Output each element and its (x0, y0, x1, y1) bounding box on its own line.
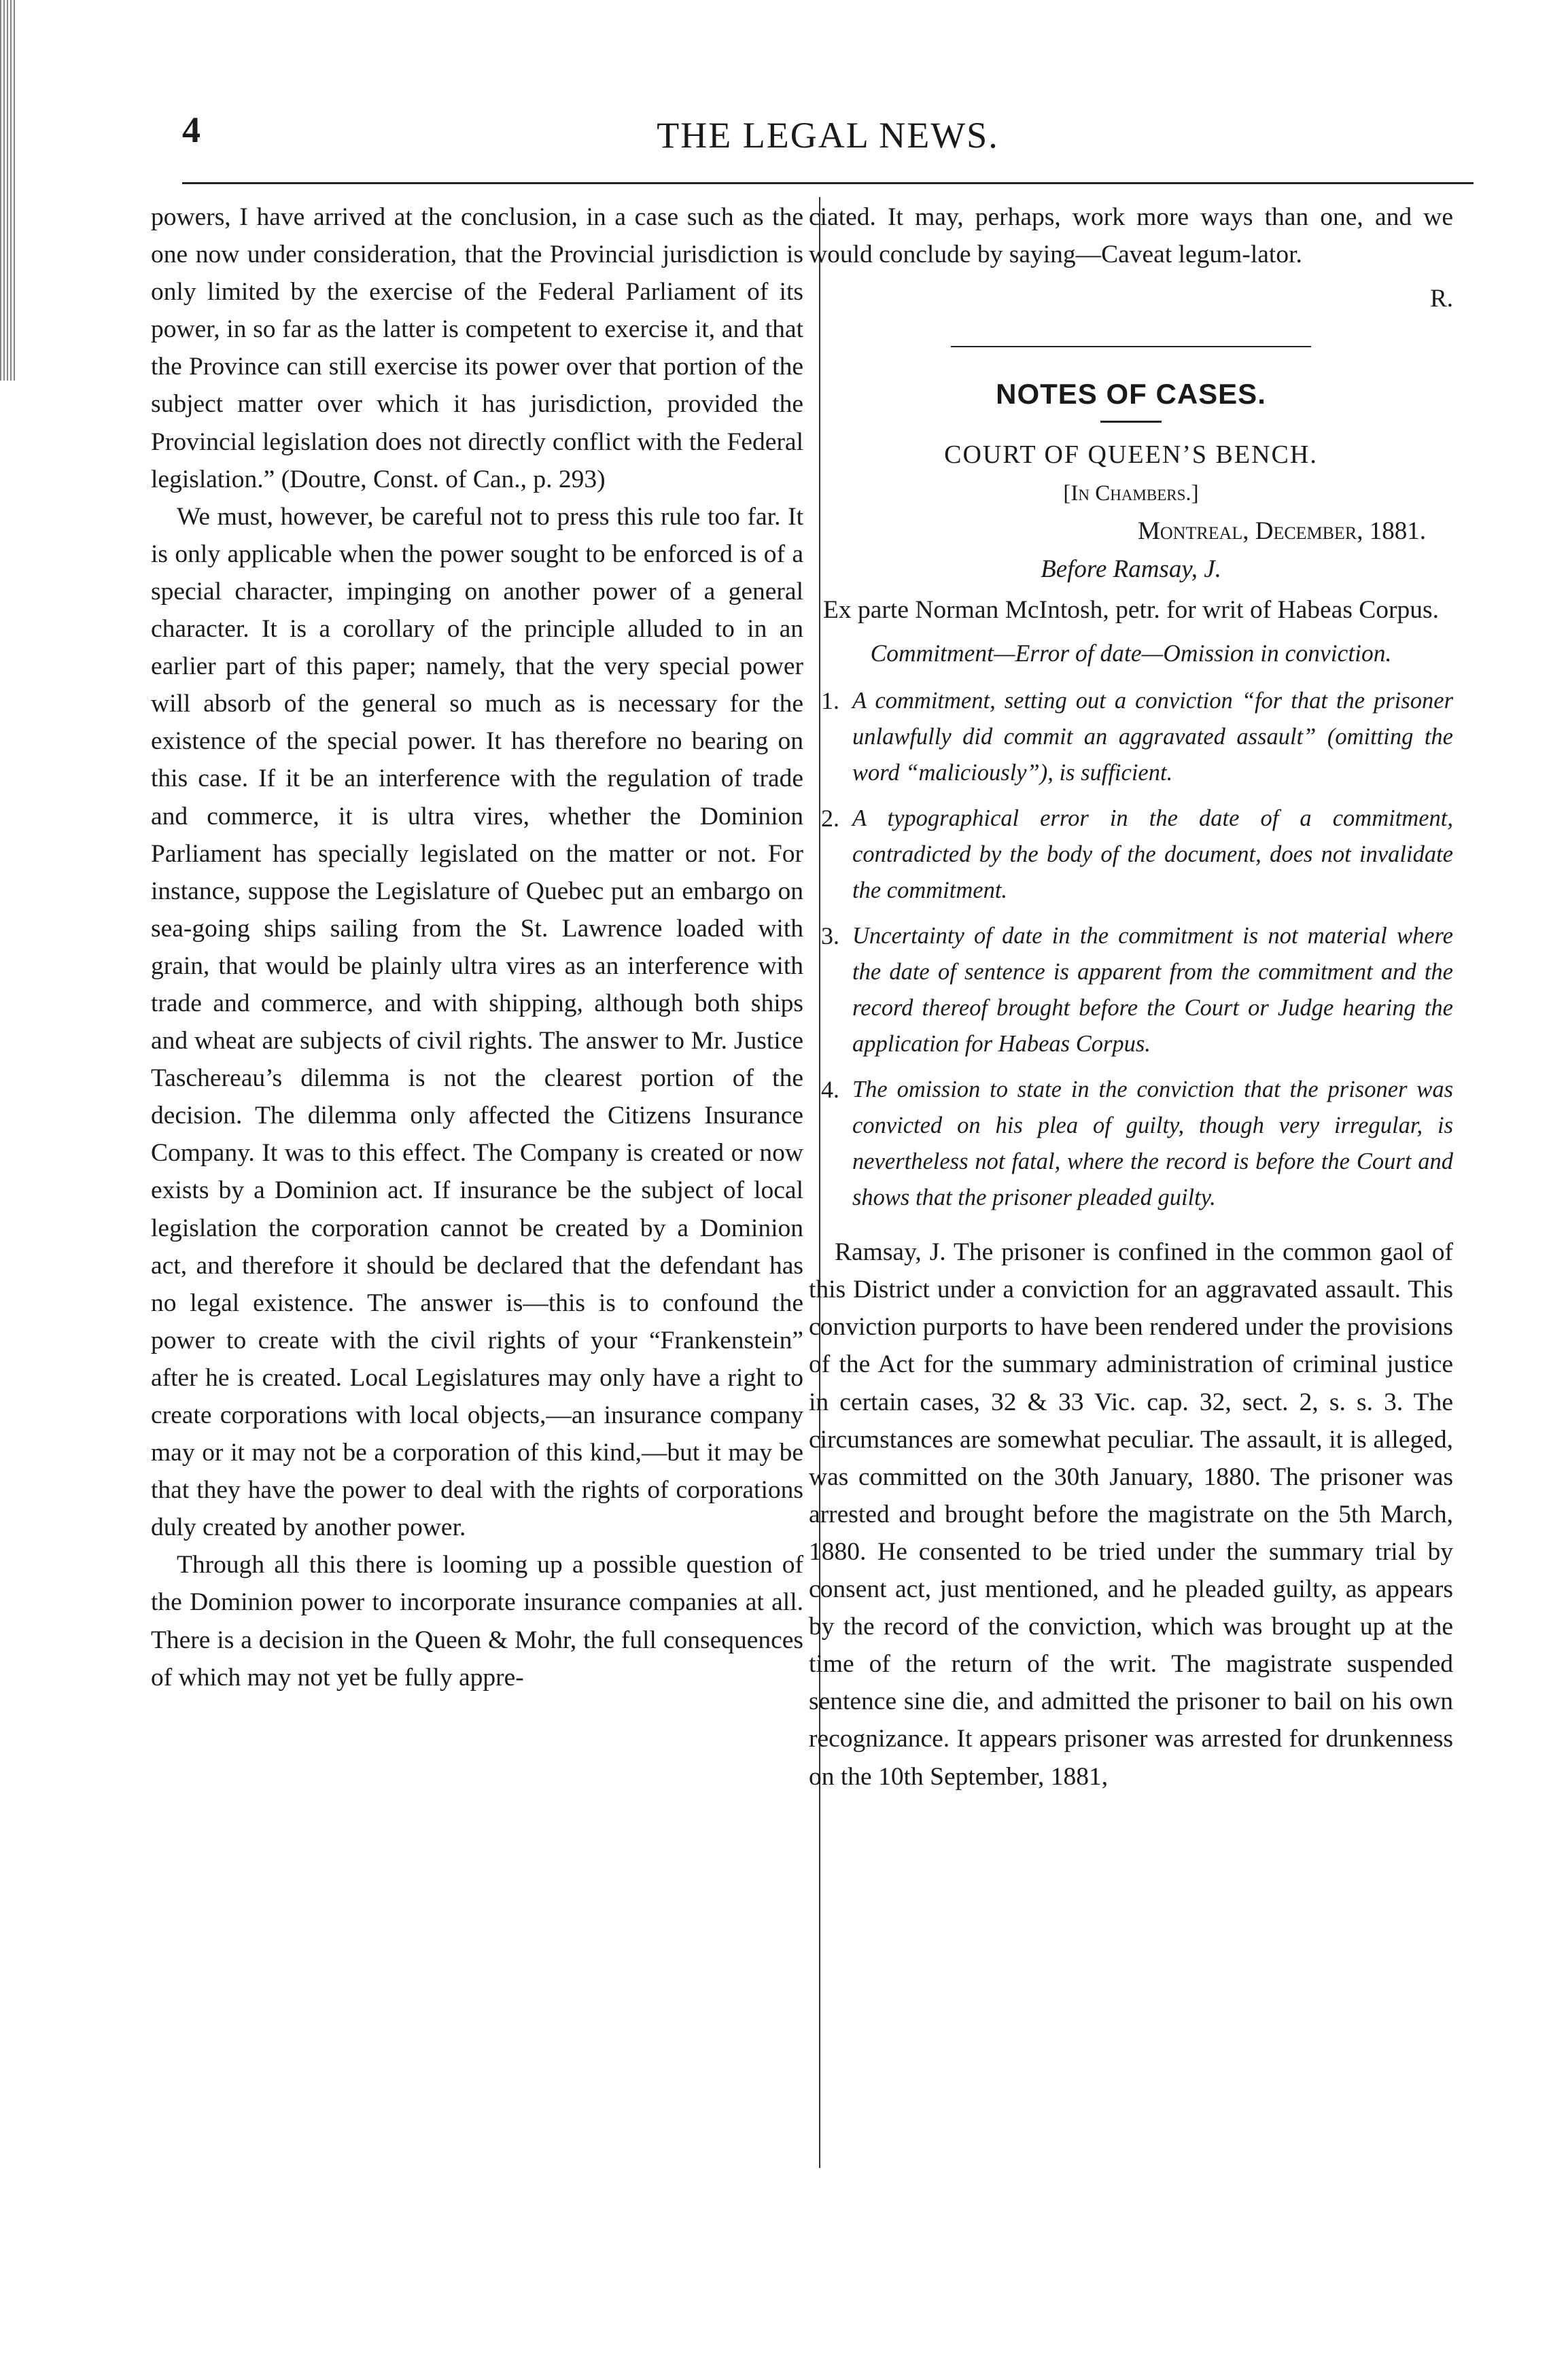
article-paragraph: powers, I have arrived at the conclusion, in a case such as the one now under consideration, that the Provincial jurisdiction is only limited by the exercise of the Federal Parliament of its power, in so far as the latter is competent to exercise it, and that the Province can still exercise its power over that portion of the subject matter over which it has jurisdiction, provided the Provincial legislation does not directly conflict with the Federal legislation.” (Doutre, Const. of Can., p. 293) (151, 203, 803, 493)
section-title: NOTES OF CASES. (996, 378, 1266, 410)
article-paragraph: Through all this there is looming up a possible question of the Dominion power to incorporate insurance companies at all. There is a decision in the Queen & Mohr, the full consequences of which may not yet be fully appre- (151, 1551, 803, 1692)
title-rule (1100, 421, 1162, 423)
case-title: Ex parte Norman McIntosh, petr. for writ of Habeas Corpus. (822, 596, 1440, 625)
headnote-text: A commitment, setting out a conviction “for that the prisoner unlawfully did commit an aggravated assault” (omitting the word “maliciously”), is sufficient. (852, 688, 1453, 786)
headnote-item (809, 801, 1453, 909)
headnote-number: 1. (821, 687, 839, 715)
left-column (151, 198, 803, 1696)
place-date: Montreal, December, 1881. (1138, 517, 1426, 546)
chambers-note: [In Chambers.] (1063, 481, 1199, 506)
headnote-list (809, 683, 1453, 1216)
headnote-item (809, 1072, 1453, 1216)
article-continuation: ciated. It may, perhaps, work more ways than one, and we would conclude by saying—Caveat legum-lator. (809, 203, 1453, 269)
headnote-number: 2. (821, 805, 839, 833)
author-signature: R. (1430, 285, 1453, 313)
judgment-text: Ramsay, J. The prisoner is confined in the common gaol of this District under a conviction for an aggravated assault. This conviction purports to have been rendered under the provisions of the Act for the summary administration of criminal justice in certain cases, 32 & 33 Vic. cap. 32, sect. 2, s. s. 3. The circumstances are somewhat peculiar. The assault, it is alleged, was committed on the 30th January, 1880. The prisoner was arrested and brought before the magistrate on the 5th March, 1880. He consented to be tried under the summary trial by consent act, just mentioned, and he pleaded guilty, as appears by the record of the conviction, which was brought up at the time of the return of the writ. The magistrate suspended sentence sine die, and admitted the prisoner to bail on his own recognizance. It appears prisoner was arrested for drunkenness on the 10th September, 1881, (809, 1238, 1453, 1791)
headnote-number: 3. (821, 922, 839, 950)
headnote-item (809, 918, 1453, 1062)
court-name: COURT OF QUEEN’S BENCH. (944, 440, 1318, 470)
scan-margin-marks (0, 0, 16, 381)
headnote-text: A typographical error in the date of a commitment, contradicted by the body of the document, does not invalidate the commitment. (852, 805, 1453, 904)
header-rule (182, 182, 1474, 184)
judge-line: Before Ramsay, J. (1041, 555, 1221, 584)
headnote-item (809, 683, 1453, 791)
headnote-number: 4. (821, 1076, 839, 1104)
journal-title: THE LEGAL NEWS. (657, 115, 999, 156)
headnote-text: Uncertainty of date in the commitment is not material where the date of sentence is apparent from the commitment and the record thereof brought before the Court or Judge hearing the application for Habeas Corpus. (852, 923, 1453, 1057)
case-subject: Commitment—Error of date—Omission in conviction. (870, 640, 1392, 667)
headnote-text: The omission to state in the conviction that the prisoner was convicted on his plea of guilty, though very irregular, is nevertheless not fatal, where the record is before the Court and shows that the prisoner pleaded guilty. (852, 1077, 1453, 1211)
running-head (182, 109, 1474, 163)
article-paragraph: We must, however, be careful not to press this rule too far. It is only applicable when the power sought to be enforced is of a special character, impinging on another power of a general character. It is a corollary of the principle alluded to in an earlier part of this paper; namely, that the very special power will absorb of the general so much as is necessary for the existence of the special power. It has therefore no bearing on this case. If it be an interference with the regulation of trade and commerce, it is ultra vires, whether the Dominion Parliament has specially legislated on the matter or not. For instance, suppose the Legislature of Quebec put an embargo on sea-going ships sailing from the St. Lawrence loaded with grain, that would be plainly ultra vires as an interference with trade and commerce, and with shipping, although both ships and wheat are subjects of civil rights. The answer to Mr. Justice Taschereau’s dilemma is not the clearest portion of the decision. The dilemma only affected the Citizens Insurance Company. It was to this effect. The Company is created or now exists by a Dominion act. If insurance be the subject of local legislation the corporation cannot be created by a Dominion act, and therefore it should be declared that the defendant has no legal existence. The answer is—this is to confound the power to create with the civil rights of your “Frankenstein” after he is created. Local Legislatures may only have a right to create corporations with local objects,—an insurance company may or it may not be a corporation of this kind,—but it may be that they have the power to deal with the rights of corporations duly created by another power. (151, 502, 803, 1542)
right-column (809, 198, 1453, 1796)
page-number: 4 (182, 109, 201, 150)
section-divider (951, 346, 1311, 347)
